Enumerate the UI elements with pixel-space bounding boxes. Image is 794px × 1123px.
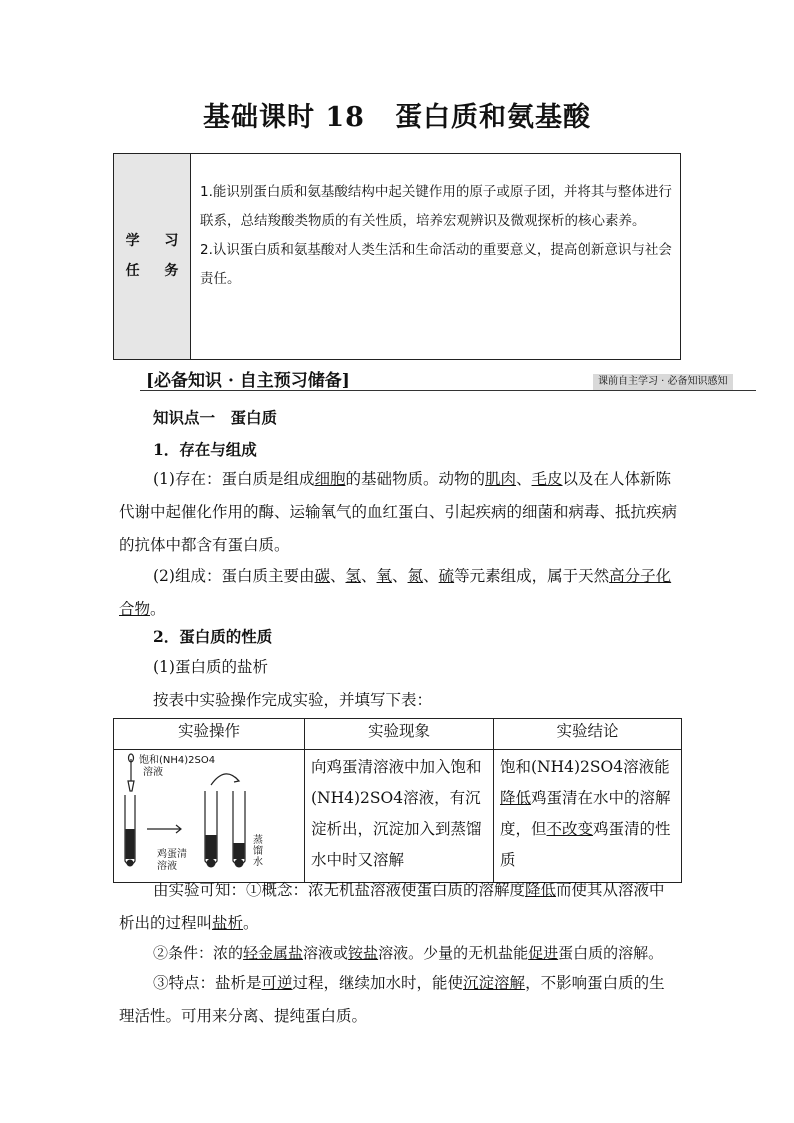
header-conclusion: 实验结论 bbox=[493, 719, 681, 750]
conclusion-cell: 饱和(NH4)2SO4溶液能降低鸡蛋清在水中的溶解度，但不改变鸡蛋清的性质 bbox=[493, 750, 681, 883]
section2-subheading: (1)蛋白质的盐析 bbox=[153, 658, 268, 676]
learning-task-box bbox=[113, 153, 681, 360]
learning-task-text bbox=[200, 178, 672, 294]
label-reagent-2: 溶液 bbox=[143, 767, 163, 778]
phenomenon-cell: 向鸡蛋清溶液中加入饱和(NH4)2SO4溶液，有沉淀析出，沉淀加入到蒸馏水中时又溶解 bbox=[305, 750, 494, 883]
learning-task-label bbox=[114, 154, 191, 359]
knowledge-point-heading: 知识点一 蛋白质 bbox=[153, 408, 278, 427]
section1-heading: 1．存在与组成 bbox=[153, 440, 257, 459]
label-egg-2: 溶液 bbox=[157, 861, 177, 872]
condition-paragraph: ②条件：浓的轻金属盐溶液或铵盐溶液。少量的无机盐能促进蛋白质的溶解。 bbox=[153, 944, 664, 962]
operation-cell bbox=[114, 750, 305, 883]
task-item-2: 2.认识蛋白质和氨基酸对人类生活和生命活动的重要意义，提高创新意识与社会责任。 bbox=[200, 242, 672, 287]
banner-divider bbox=[140, 390, 756, 391]
task-label-line2: 任 务 bbox=[125, 263, 189, 279]
task-label-line1: 学 习 bbox=[125, 233, 189, 249]
test-tube-diagram bbox=[115, 751, 303, 881]
arrow-right-icon bbox=[147, 825, 181, 833]
label-egg: 鸡蛋清 bbox=[157, 849, 187, 860]
experiment-figure bbox=[115, 751, 303, 881]
table-intro: 按表中实验操作完成实验，并填写下表： bbox=[153, 691, 433, 709]
feature-paragraph: ③特点：盐析是可逆过程，继续加水时，能使沉淀溶解，不影响蛋白质的生理活性。可用来分离、提纯蛋白质。 bbox=[119, 974, 665, 1025]
concept-paragraph: 由实验可知：①概念：浓无机盐溶液使蛋白质的溶解度降低而使其从溶液中析出的过程叫盐析。 bbox=[119, 881, 665, 932]
title-topic: 蛋白质和氨基酸 bbox=[394, 102, 591, 133]
section-banner: [必备知识 · 自主预习储备] bbox=[146, 371, 350, 391]
section-banner-tag: 课前自主学习 · 必备知识感知 bbox=[593, 374, 733, 390]
paragraph-existence: (1)存在：蛋白质是组成细胞的基础物质。动物的肌肉、毛皮以及在人体新陈代谢中起催化作用的酶、运输氧气的血红蛋白、引起疾病的细菌和病毒、抵抗疾病的抗体中都含有蛋白质。 bbox=[119, 470, 678, 554]
header-phenomenon: 实验现象 bbox=[305, 719, 494, 750]
paragraph-composition: (2)组成：蛋白质主要由碳、氢、氧、氮、硫等元素组成，属于天然高分子化合物。 bbox=[119, 567, 672, 618]
section2-heading: 2．蛋白质的性质 bbox=[153, 627, 273, 646]
header-operation: 实验操作 bbox=[114, 719, 305, 750]
label-water: 蒸馏水 bbox=[253, 835, 263, 868]
experiment-table bbox=[113, 718, 682, 883]
title-lesson: 基础课时 18 bbox=[203, 102, 365, 133]
dropper-icon bbox=[128, 759, 134, 791]
page-title bbox=[0, 95, 794, 134]
pour-arrow-icon bbox=[211, 774, 239, 785]
task-item-1: 1.能识别蛋白质和氨基酸结构中起关键作用的原子或原子团，并将其与整体进行联系，总结羧酸类物质的有关性质，培养宏观辨识及微观探析的核心素养。 bbox=[200, 184, 672, 229]
label-reagent: 饱和(NH4)2SO4 bbox=[139, 755, 216, 766]
